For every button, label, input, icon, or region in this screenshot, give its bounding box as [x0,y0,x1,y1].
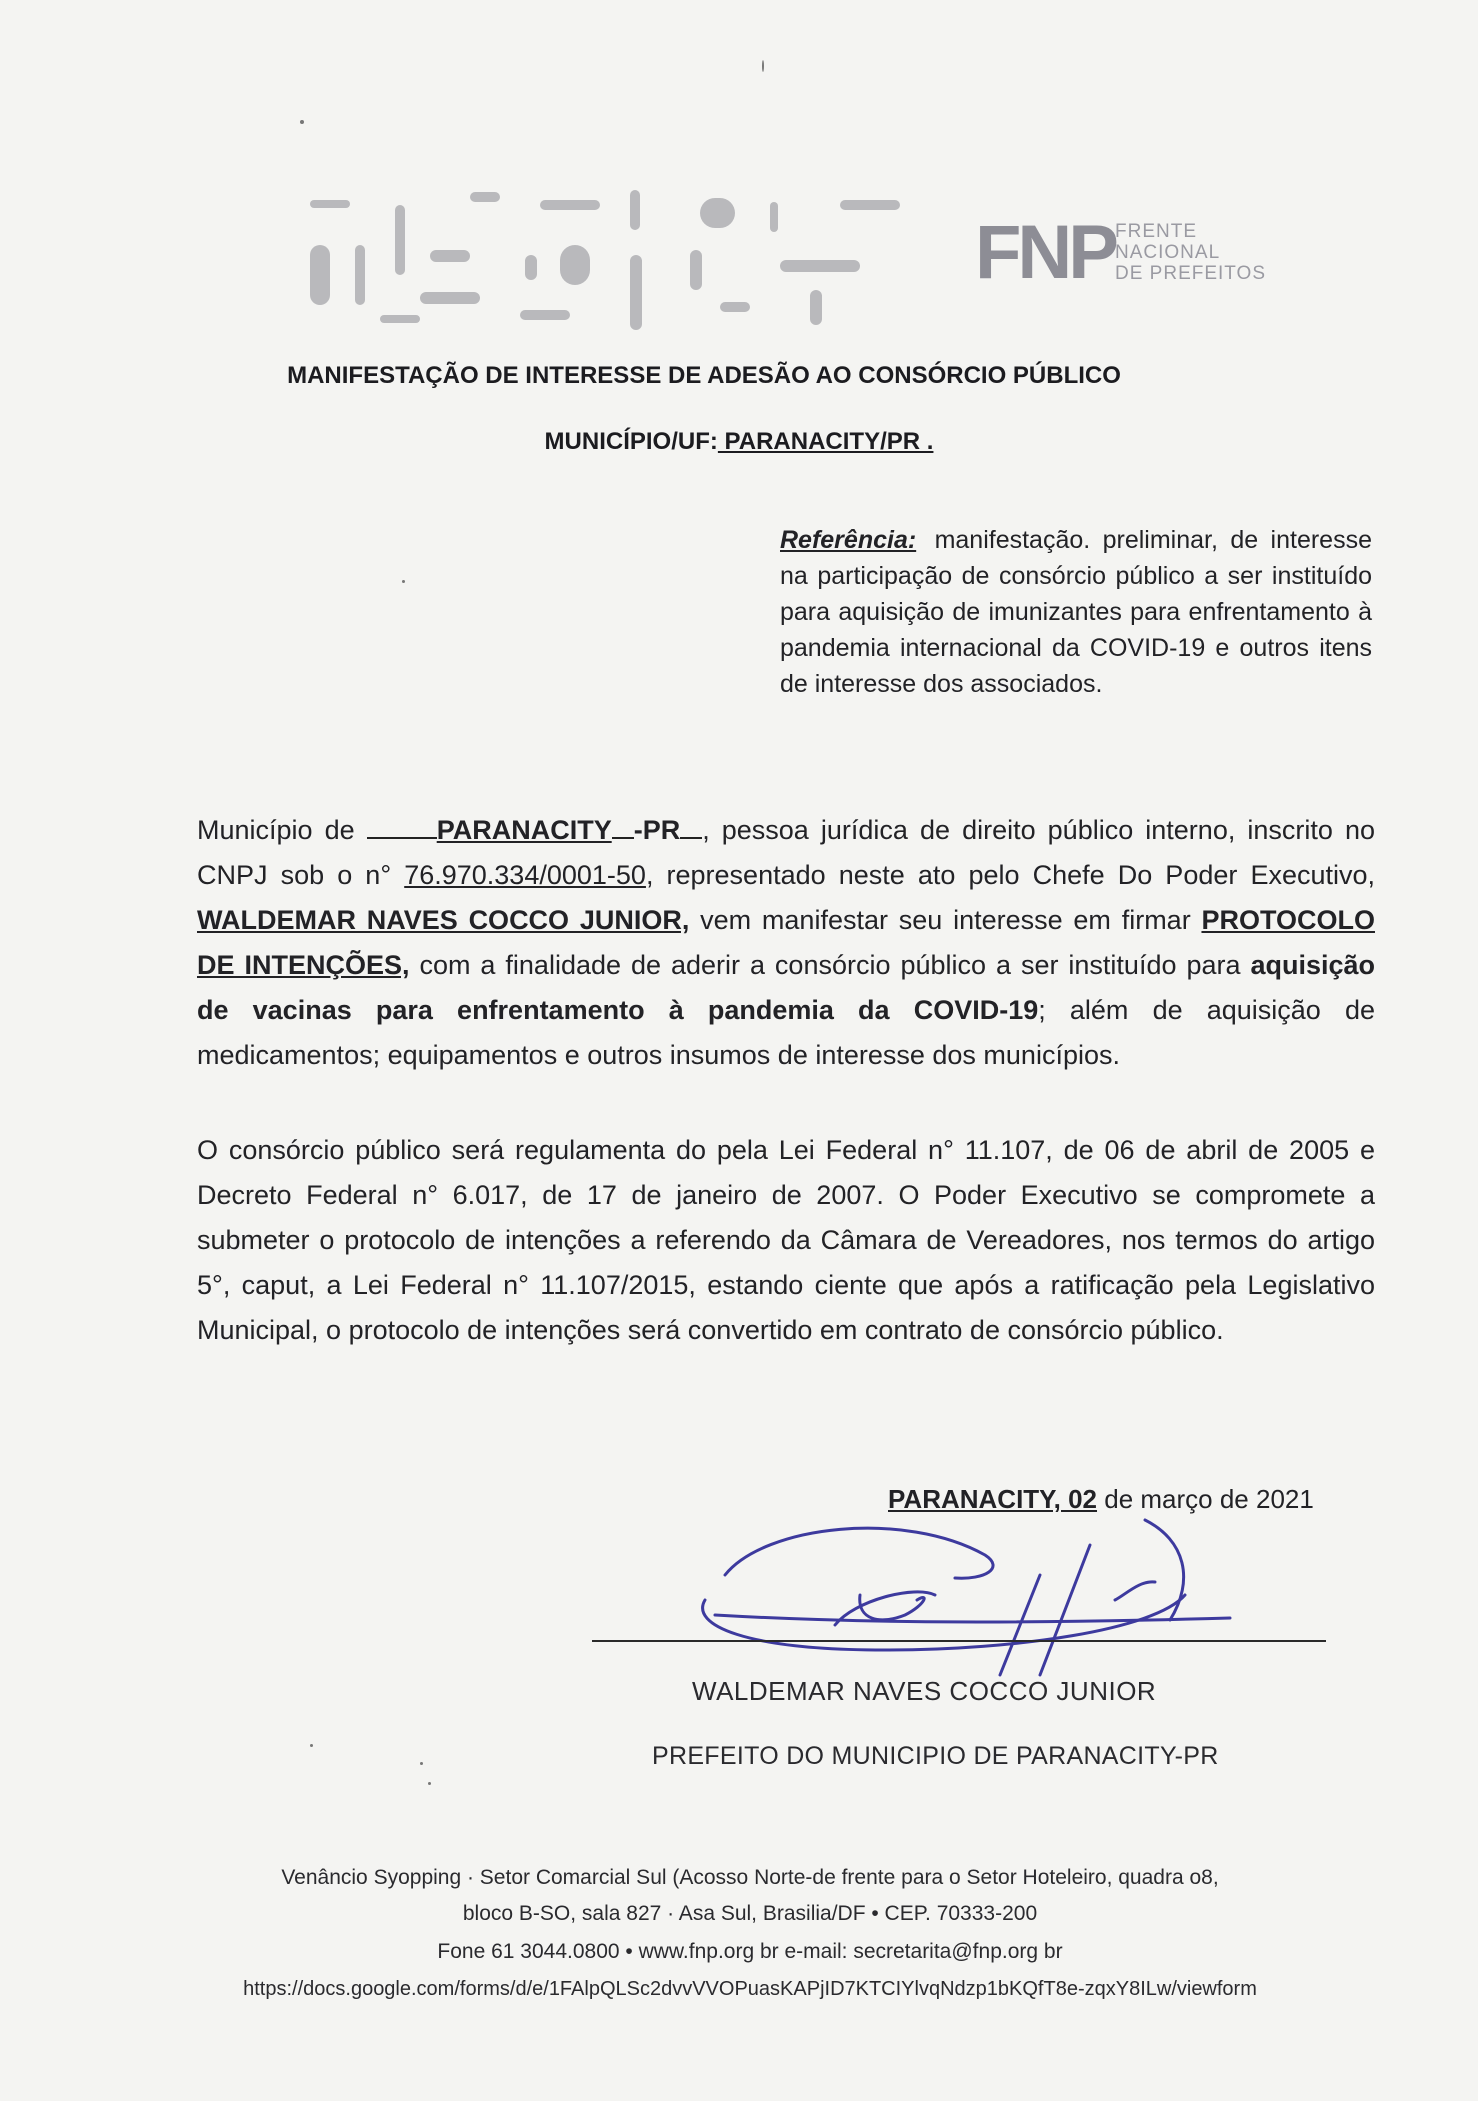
fnp-logo [975,210,1275,305]
purpose-text: aquisição de vacinas para enfrentamento à pandemia da COVID-19 [197,950,1375,1025]
municipio-uf-line [0,428,1478,456]
state-suffix: -PR [633,815,681,845]
scan-speck [428,1782,431,1785]
document-title: MANIFESTAÇÃO DE INTERESSE DE ADESÃO AO CONSÓRCIO PÚBLICO [287,362,1121,389]
signature-line [592,1640,1326,1642]
mayor-name: WALDEMAR NAVES COCCO JUNIOR, [197,905,690,935]
municipality-name: PARANACITY [436,815,612,845]
fnp-logo-text [1115,221,1266,284]
scan-speck [300,120,304,124]
cnpj-value: 76.970.334/0001-50 [404,860,646,890]
text-segment: vem manifestar seu interesse em firmar [689,905,1202,935]
footer-form-url: https://docs.google.com/forms/d/e/1FAlpQLSc2dvvVVOPuasKAPjID7KTCIYlvqNdzp1bKQfT8e-zqxY8ILw/viewform [243,1978,1257,2000]
reference-label: Referência: [780,526,917,554]
reference-block [780,522,1372,702]
fill-line [612,817,634,839]
fnp-logo-line: NACIONAL [1115,242,1221,263]
reference-text: manifestação. preliminar, de interesse na participação de consórcio público a ser instituído para aquisição de imunizantes para enfrentamento à pandemia internacional da COVID-19 e outros itens de interesse dos associados. [780,526,1372,698]
scan-speck [310,1744,313,1747]
footer-contact-line: Fone 61 3044.0800 • www.fnp.org br e-mail: secretarita@fnp.org br [437,1940,1063,1963]
scan-speck [420,1762,423,1765]
text-segment: , representado neste ato pelo Chefe Do Poder Executivo, [645,860,1375,890]
text-segment: com a finalidade de aderir a consórcio público a ser instituído para [409,950,1251,980]
text-segment: , pessoa jurídica de direito público interno, inscrito no CNPJ sob o n° [197,815,1375,890]
fnp-logo-line: DE PREFEITOS [1115,263,1267,284]
fnp-logo-line: FRENTE [1115,221,1197,242]
blurred-logo-icon [300,190,940,340]
fill-line [367,817,437,839]
text-segment: Município de [197,815,367,845]
handwritten-signature-icon [685,1500,1285,1680]
fill-line [680,817,702,839]
fnp-logo-mark: FNP [975,210,1115,295]
signer-role: PREFEITO DO MUNICIPIO DE PARANACITY-PR [652,1742,1219,1770]
paragraph-regulation: O consórcio público será regulamenta do pela Lei Federal n° 11.107, de 06 de abril de 2005 e Decreto Federal n° 6.017, de 17 de janeiro de 2007. O Poder Executivo se compromete a submeter o protocolo de intenções a referendo da Câmara de Vereadores, nos termos do artigo 5°, caput, a Lei Federal n° 11.107/2015, estando ciente que após a ratificação pela Legislativo Municipal, o protocolo de intenções será convertido em contrato de consórcio público. [197,1135,1375,1345]
scan-speck [762,60,764,72]
text-segment: ; além de aquisição de medicamentos; equipamentos e outros insumos de interesse dos municípios. [197,995,1375,1070]
date-text: de março de 2021 [1097,1484,1314,1514]
date-place: PARANACITY, 02 [888,1484,1098,1514]
footer-address-line: bloco B-SO, sala 827 · Asa Sul, Brasilia/DF • CEP. 70333-200 [462,1902,1038,1925]
protocol-term: PROTOCOLO DE INTENÇÕES, [197,905,1375,980]
signer-name: WALDEMAR NAVES COCCO JUNIOR [692,1676,1157,1706]
footer-address-line: Venâncio Syopping · Setor Comarcial Sul (Acosso Norte-de frente para o Setor Hoteleiro, quadra o8, [281,1866,1219,1889]
municipio-uf-label: MUNICÍPIO/UF: [544,428,718,455]
scan-speck [402,580,405,583]
paragraph-declaration [197,808,1375,1078]
municipio-uf-value: PARANACITY/PR . [717,428,934,455]
